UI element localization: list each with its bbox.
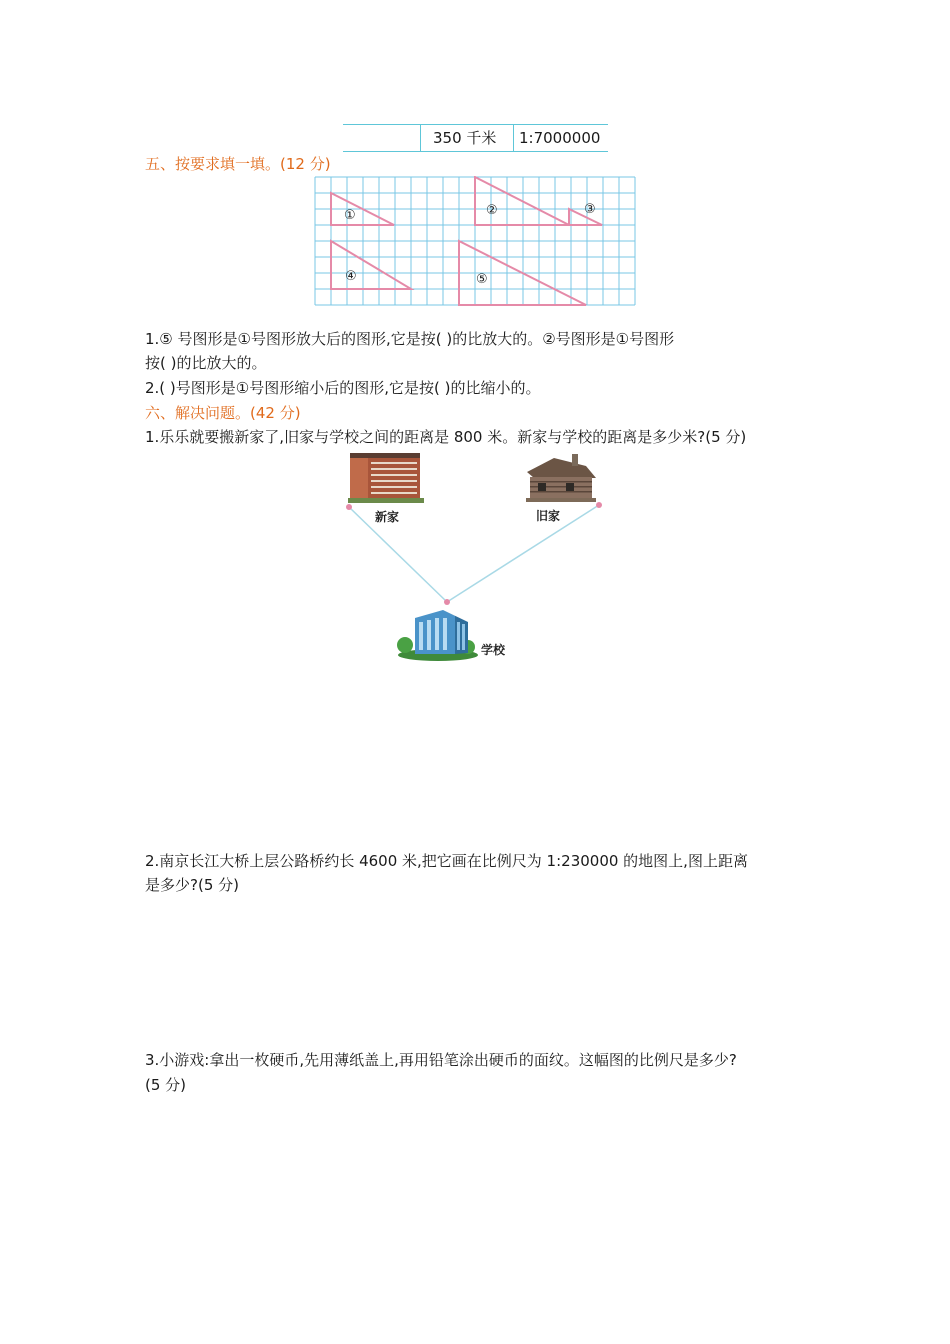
table-cell-blank (343, 125, 420, 151)
question-1-line-2: 按( )的比放大的。 (145, 354, 267, 372)
section5-heading: 五、按要求填一填。(12 分) (145, 155, 331, 173)
old-home-label: 旧家 (536, 509, 561, 523)
new-home-label: 新家 (375, 510, 400, 524)
apartment-building-icon (348, 453, 424, 503)
problem-3-line-1: 3.小游戏:拿出一枚硬币,先用薄纸盖上,再用铅笔涂出硬币的面纹。这幅图的比例尺是多少? (145, 1051, 737, 1069)
label-1: ① (344, 208, 356, 223)
label-3: ③ (584, 202, 596, 217)
label-2: ② (486, 203, 498, 218)
log-house-icon (526, 454, 596, 502)
label-5: ⑤ (476, 272, 488, 287)
triangle-grid (314, 176, 636, 306)
table-cell-scale: 1:7000000 (519, 129, 601, 147)
scale-table (343, 124, 608, 152)
question-1-line-1: 1.⑤ 号图形是①号图形放大后的图形,它是按( )的比放大的。②号图形是①号图形 (145, 330, 675, 348)
question-2: 2.( )号图形是①号图形缩小后的图形,它是按( )的比缩小的。 (145, 379, 541, 397)
new-home-point (346, 504, 352, 510)
problem-2-line-1: 2.南京长江大桥上层公路桥约长 4600 米,把它画在比例尺为 1:230000 的地图上,图上距离 (145, 852, 748, 870)
school-building-icon (397, 610, 478, 661)
map-illustration (340, 450, 620, 665)
problem-3-line-2: (5 分) (145, 1076, 187, 1094)
problem-2-line-2: 是多少?(5 分) (145, 876, 239, 894)
problem-1: 1.乐乐就要搬新家了,旧家与学校之间的距离是 800 米。新家与学校的距离是多少米?(5 分) (145, 428, 747, 446)
section6-heading: 六、解决问题。(42 分) (145, 404, 301, 422)
old-home-point (596, 502, 602, 508)
label-4: ④ (345, 269, 357, 284)
triangle-4 (331, 241, 411, 289)
table-divider (513, 125, 514, 151)
school-point (444, 599, 450, 605)
table-cell-distance: 350 千米 (433, 129, 497, 147)
table-divider (420, 125, 421, 151)
school-label: 学校 (481, 643, 506, 657)
